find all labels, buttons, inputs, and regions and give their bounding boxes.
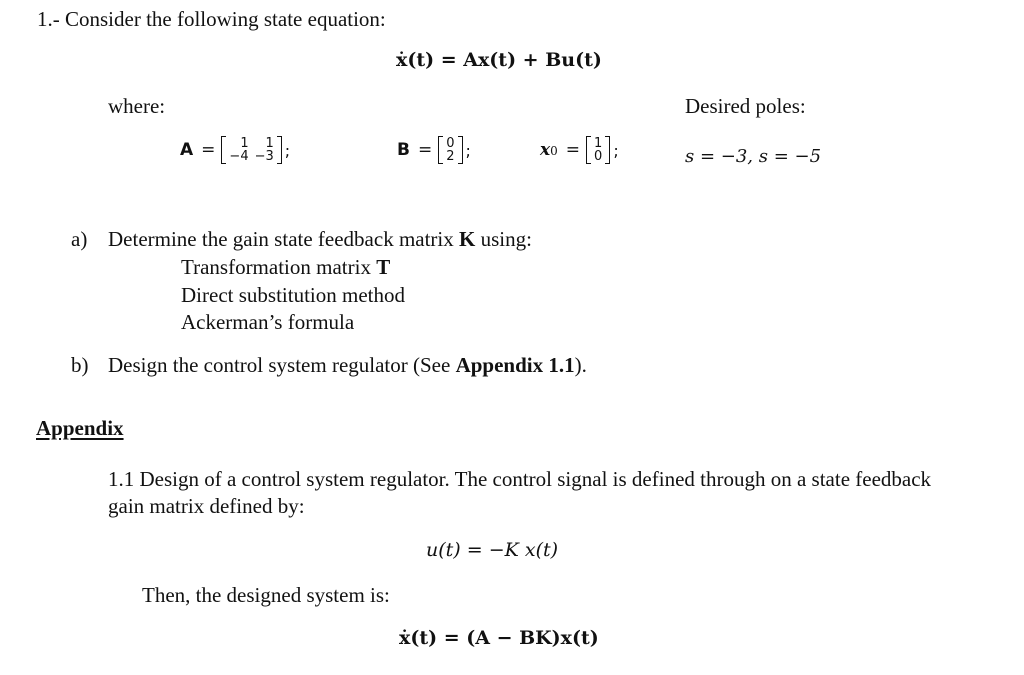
method-direct-substitution: Direct substitution method [181, 283, 405, 307]
equals-sign: = [201, 140, 216, 160]
matrix-a-cell: 1 [265, 136, 274, 151]
where-label: where: [108, 94, 166, 118]
matrix-b-cell: 2 [446, 149, 455, 164]
matrix-a-label: A [180, 140, 194, 160]
matrix-b-label: B [397, 140, 410, 160]
semicolon: ; [284, 140, 291, 160]
matrix-a [180, 137, 290, 163]
then-text: Then, the designed system is: [142, 583, 390, 607]
desired-poles-value: s = −3, s = −5 [685, 146, 822, 167]
desired-poles-label: Desired poles: [685, 94, 806, 118]
matrix-a-cell: −4 [229, 149, 249, 164]
equals-sign: = [417, 140, 433, 160]
matrix-a-cell: 1 [240, 136, 249, 151]
vector-x0-bracket [586, 137, 610, 163]
part-a-prompt: Determine the gain state feedback matrix K using: [108, 227, 532, 251]
question-heading: 1.- Consider the following state equation: [37, 7, 386, 31]
matrix-a-bracket [221, 137, 281, 163]
method-transformation-matrix: Transformation matrix T [181, 255, 391, 279]
appendix-paragraph-line2: gain matrix defined by: [108, 494, 305, 518]
matrix-b [397, 137, 471, 163]
matrix-b-bracket [438, 137, 462, 163]
matrix-b-cell: 0 [446, 136, 455, 151]
appendix-paragraph-line1: 1.1 Design of a control system regulator. The control signal is defined through on a state feedback [108, 467, 932, 491]
method-ackerman: Ackerman’s formula [181, 310, 355, 334]
vector-x0-label: x0 [540, 140, 558, 160]
vector-x0-cell: 1 [594, 136, 603, 151]
equals-sign: = [565, 140, 581, 160]
closed-loop-equation: ẋ(t) = (A − BK)x(t) [399, 627, 599, 649]
part-b-marker: b) [71, 353, 89, 377]
part-b-prompt: Design the control system regulator (See Appendix 1.1). [108, 353, 587, 377]
matrix-a-cell: −3 [254, 149, 274, 164]
state-equation: ẋ(t) = Ax(t) + Bu(t) [396, 49, 602, 71]
part-a-marker: a) [71, 227, 88, 251]
semicolon: ; [613, 140, 619, 160]
vector-x0 [540, 137, 619, 163]
semicolon: ; [465, 140, 471, 160]
appendix-title: Appendix [36, 416, 124, 440]
control-law-equation: u(t) = −K x(t) [426, 539, 559, 561]
vector-x0-cell: 0 [594, 149, 603, 164]
